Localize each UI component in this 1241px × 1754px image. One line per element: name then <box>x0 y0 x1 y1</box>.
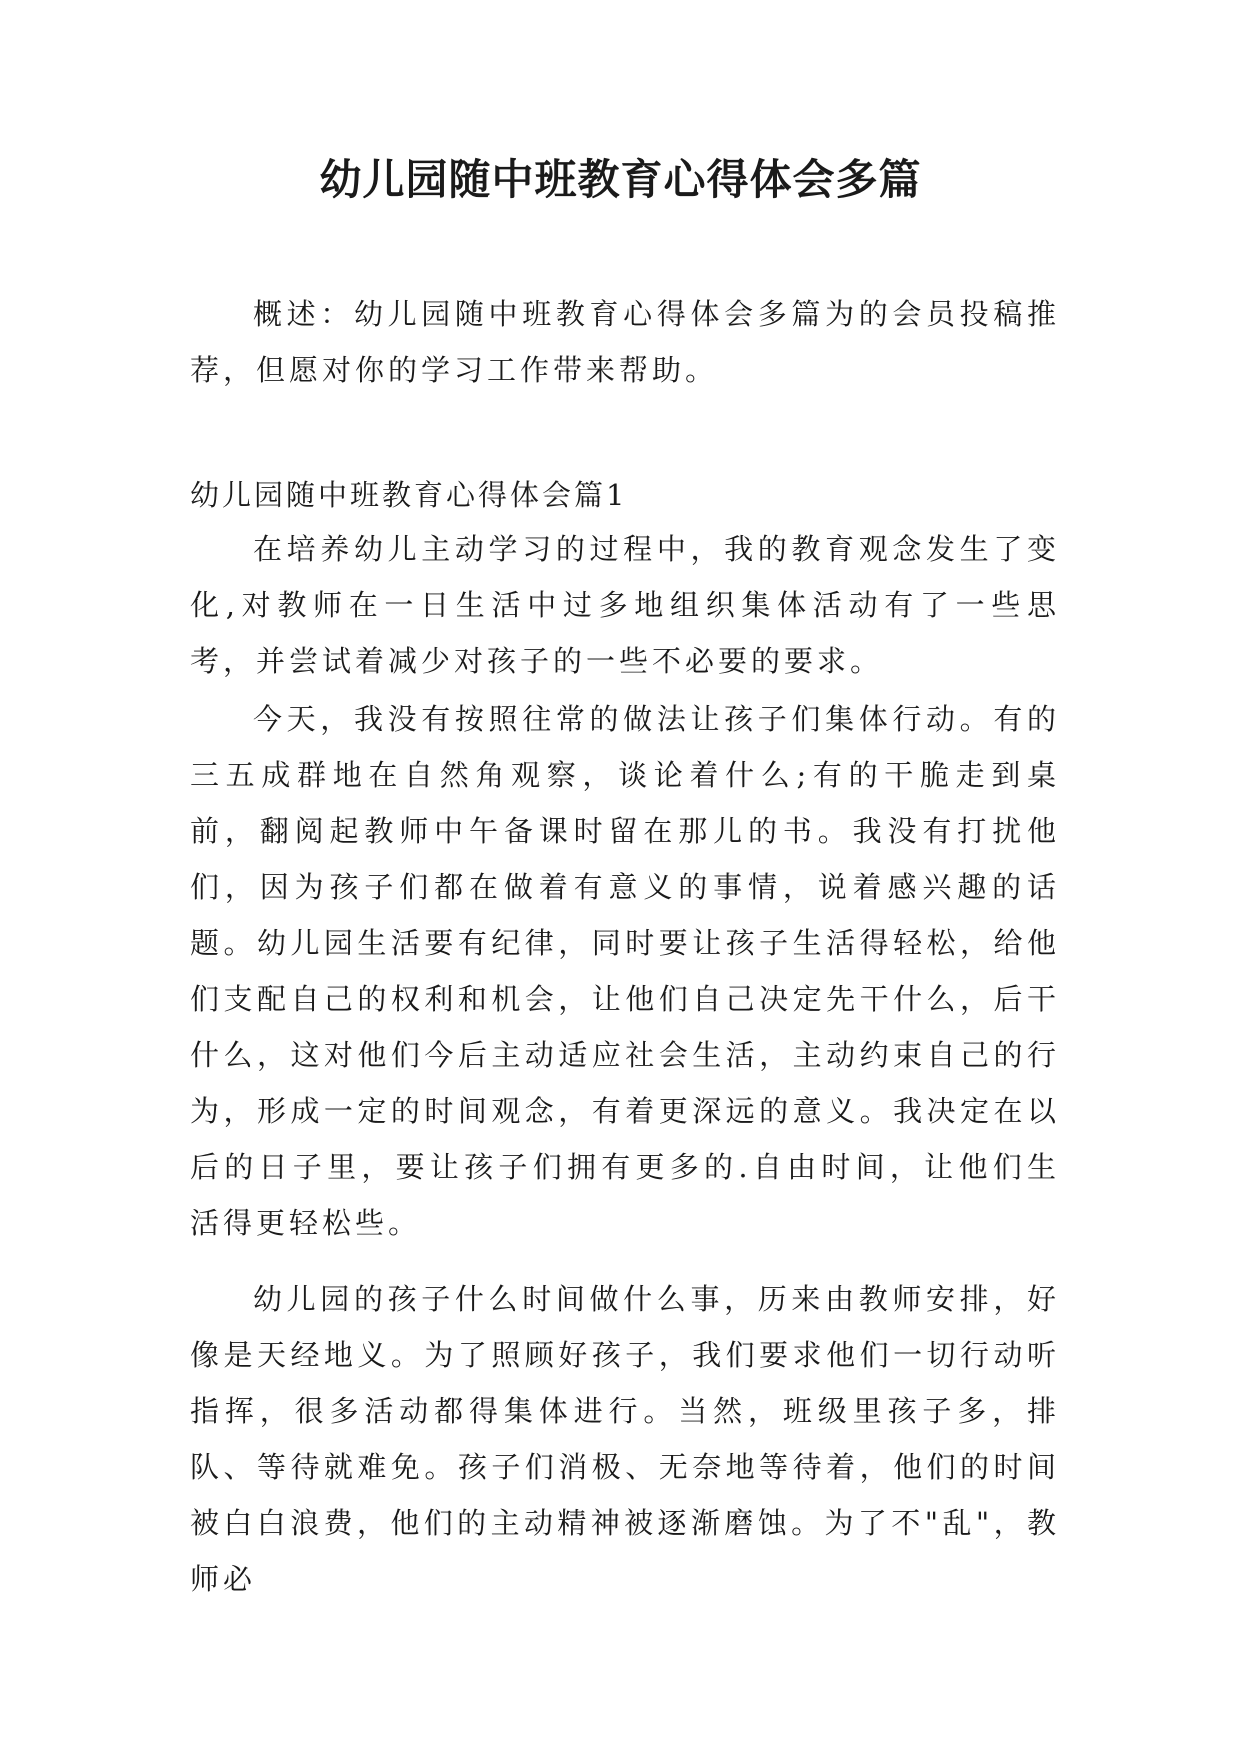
body-paragraph-3: 幼儿园的孩子什么时间做什么事，历来由教师安排，好像是天经地义。为了照顾好孩子，我们要求他们一切行动听指挥，很多活动都得集体进行。当然，班级里孩子多，排队、等待就难免。孩子们消极、无奈地等待着，他们的时间被白白浪费，他们的主动精神被逐渐磨蚀。为了不"乱"，教师必 <box>190 1282 1060 1596</box>
section-heading: 幼儿园随中班教育心得体会篇1 <box>190 478 628 512</box>
summary-paragraph: 概述：幼儿园随中班教育心得体会多篇为的会员投稿推荐，但愿对你的学习工作带来帮助。 <box>190 297 1060 387</box>
body-paragraph-2: 今天，我没有按照往常的做法让孩子们集体行动。有的三五成群地在自然角观察，谈论着什么;有的干脆走到桌前，翻阅起教师中午备课时留在那儿的书。我没有打扰他们，因为孩子们都在做着有意义的事情，说着感兴趣的话题。幼儿园生活要有纪律，同时要让孩子生活得轻松，给他们支配自己的权利和机会，让他们自己决定先干什么，后干什么，这对他们今后主动适应社会生活，主动约束自己的行为，形成一定的时间观念，有着更深远的意义。我决定在以后的日子里，要让孩子们拥有更多的.自由时间，让他们生活得更轻松些。 <box>190 702 1060 1240</box>
document-title: 幼儿园随中班教育心得体会多篇 <box>319 155 922 204</box>
body-paragraph-1: 在培养幼儿主动学习的过程中，我的教育观念发生了变化,对教师在一日生活中过多地组织集体活动有了一些思考，并尝试着减少对孩子的一些不必要的要求。 <box>190 532 1060 678</box>
